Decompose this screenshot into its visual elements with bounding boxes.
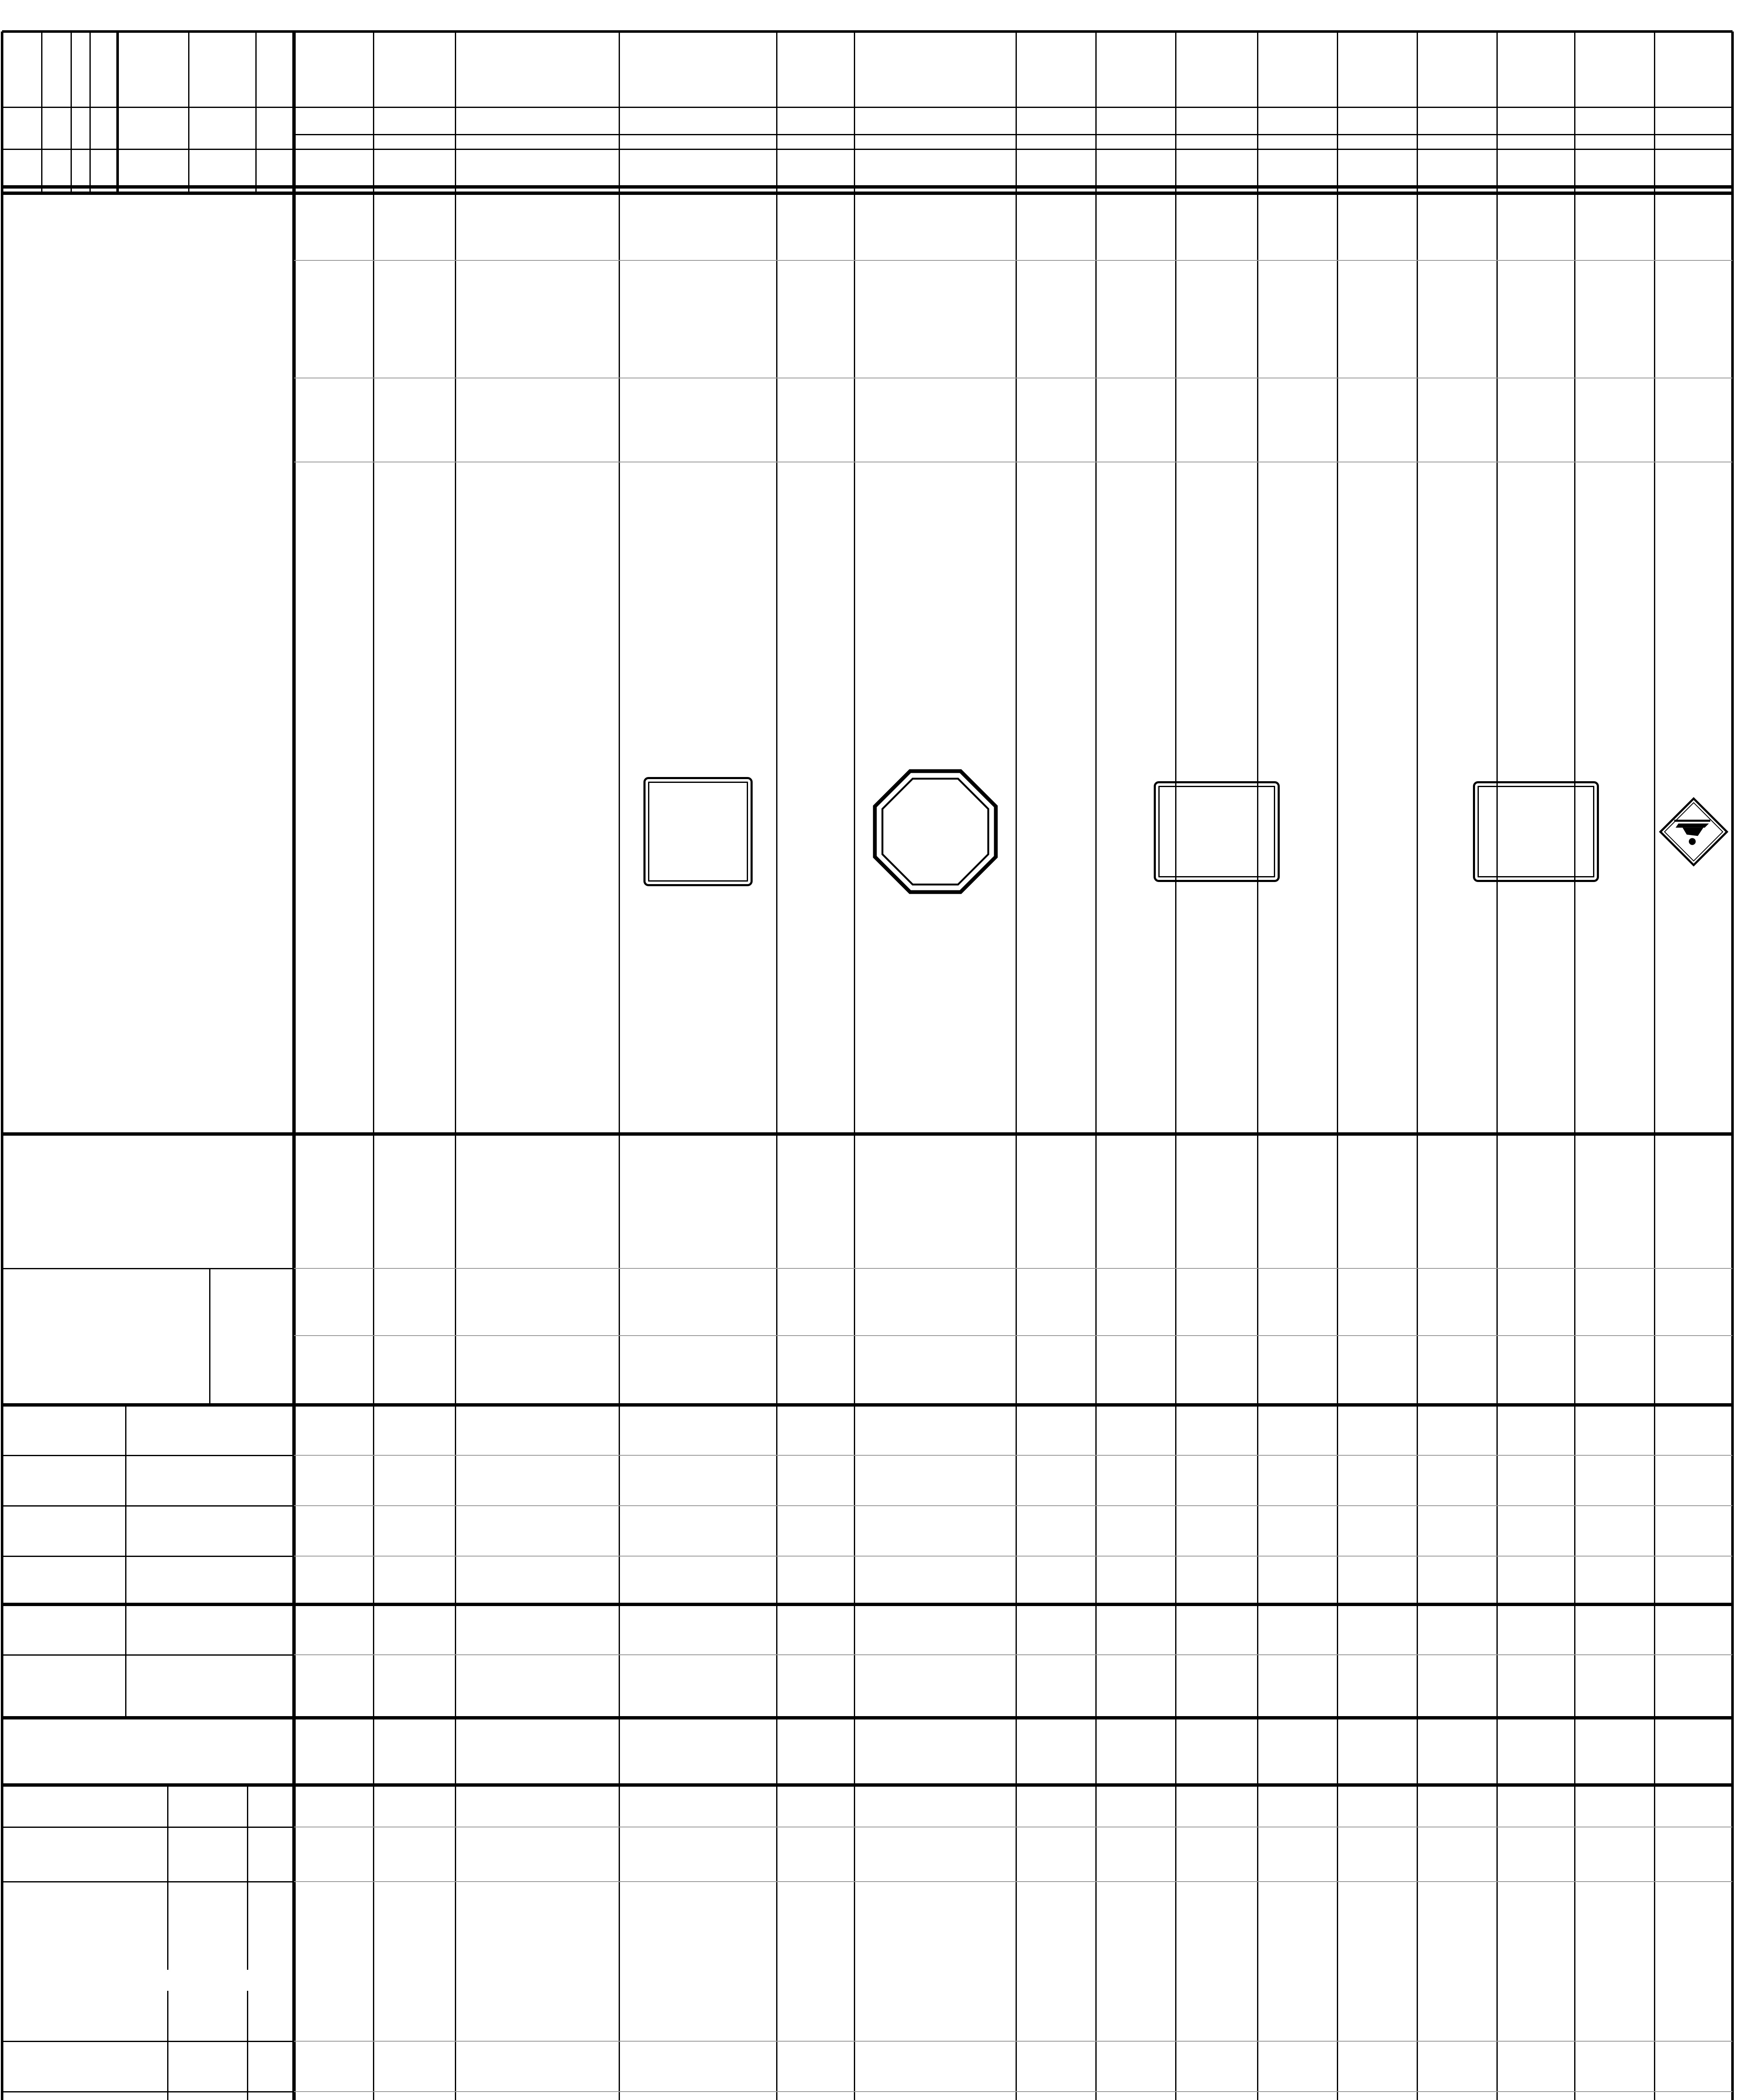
- hdr-ts-size: [168, 2092, 248, 2100]
- hdr-salvage-from: [126, 1455, 294, 1506]
- legal-load-sign: [644, 777, 753, 886]
- speed-limit-sign: [1473, 781, 1599, 882]
- hdr-existing-signs: [2, 1405, 126, 1604]
- hdr-new-b: [210, 1336, 294, 1405]
- hdr-ts-weight: [248, 2092, 294, 2100]
- hdr-ts-size: [168, 2041, 248, 2092]
- speed-limit-sign: [1154, 781, 1280, 882]
- hdr-tubular-steel: [2, 1991, 168, 2100]
- hdr-ss-weight: [248, 1785, 294, 1827]
- hdr-new-signs: [2, 1268, 210, 1405]
- hdr-ss-size: [168, 1827, 248, 1882]
- hdr-ts-size: [168, 1991, 248, 2041]
- hdr-post-retain: [126, 1604, 294, 1655]
- hdr-ts-weight: [248, 1991, 294, 2041]
- hdr-retain: [126, 1405, 294, 1455]
- hdr-post-remove: [126, 1655, 294, 1718]
- snowmobile-crossing-icon: [1659, 797, 1728, 866]
- hdr-sign-legend: [2, 193, 294, 1134]
- hdr-foundation: [2, 1970, 294, 1991]
- hdr-remove: [126, 1556, 294, 1604]
- hdr-ss-weight: [248, 1882, 294, 1970]
- hdr-ts-weight: [248, 2041, 294, 2092]
- hdr-new-posts: [2, 1718, 294, 1785]
- stop-sign-text: [873, 769, 999, 895]
- hdr-ss-size: [168, 1785, 248, 1827]
- hdr-new-a: [210, 1268, 294, 1336]
- hdr-ss-weight: [248, 1827, 294, 1882]
- hdr-salvage-to: [126, 1506, 294, 1556]
- hdr-exist-post: [2, 1604, 126, 1718]
- hdr-square-steel: [2, 1785, 168, 1970]
- hdr-ss-size: [168, 1882, 248, 1970]
